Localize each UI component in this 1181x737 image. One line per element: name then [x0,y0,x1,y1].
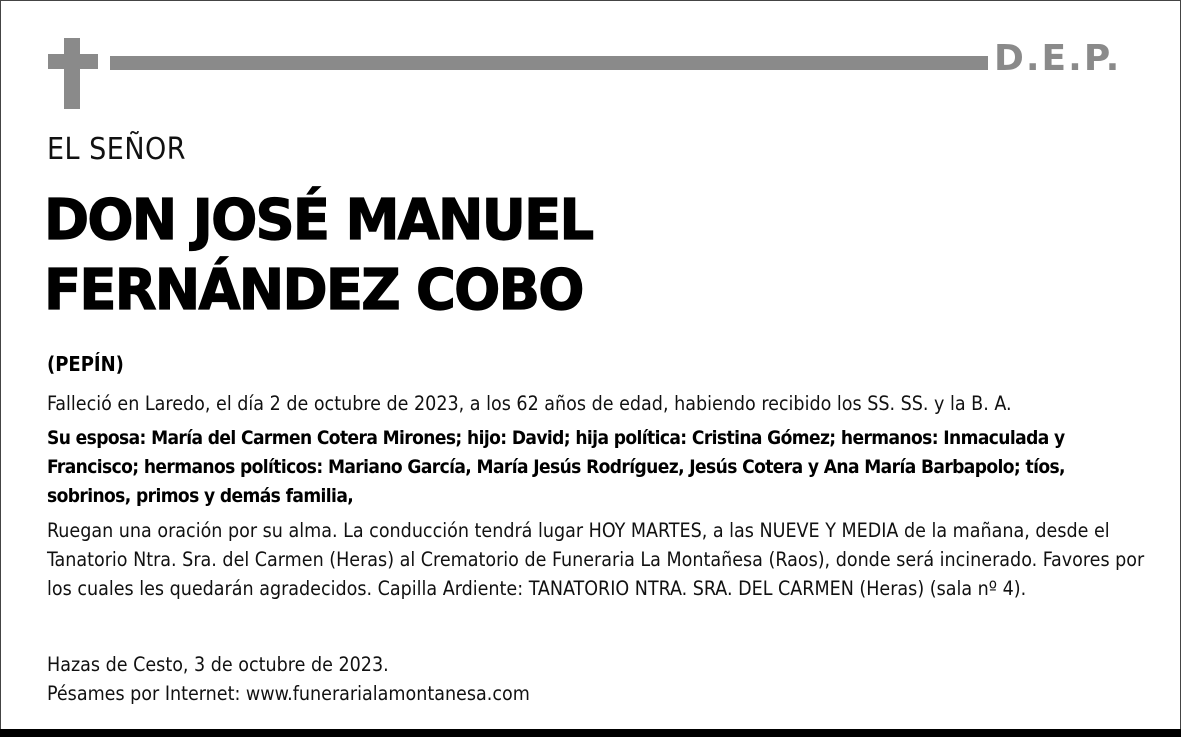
dep-label: D.E.P. [994,38,1122,79]
bottom-rule [0,729,1181,737]
service-details: Ruegan una oración por su alma. La conducción tendrá lugar HOY MARTES, a las NUEVE Y MEDIA de la mañana, desde el Tanatorio Ntra. Sra. del Carmen (Heras) al Crematorio de Funeraria La Montañesa (Raos), donde será incinerado. Favores por los cuales les quedarán agradecidos. Capilla Ardiente: TANATORIO NTRA. SRA. DEL CARMEN (Heras) (sala nº 4). [47,519,1145,600]
header-rule [110,56,988,70]
name-line-1: DON JOSÉ MANUEL [44,188,593,253]
cross-icon [48,38,98,109]
honorific: EL SEÑOR [47,132,187,167]
nickname: (PEPÍN) [47,352,124,376]
name-line-2: FERNÁNDEZ COBO [44,258,583,323]
place-date: Hazas de Cesto, 3 de octubre de 2023. [47,653,389,676]
family-list: Su esposa: María del Carmen Cotera Mirones; hijo: David; hija política: Cristina Gómez; hermanos: Inmaculada y Francisco; hermanos políticos: Mariano García, María Jesús Rodríguez, Jesús Cotera y Ana María Barbapolo; tíos, sobrinos, primos y demás familia, [47,427,1065,507]
death-info: Falleció en Laredo, el día 2 de octubre de 2023, a los 62 años de edad, habiendo recibido los SS. SS. y la B. A. [47,392,1012,415]
condolences-link[interactable]: Pésames por Internet: www.funerarialamontanesa.com [47,682,530,705]
deceased-name [44,186,592,326]
